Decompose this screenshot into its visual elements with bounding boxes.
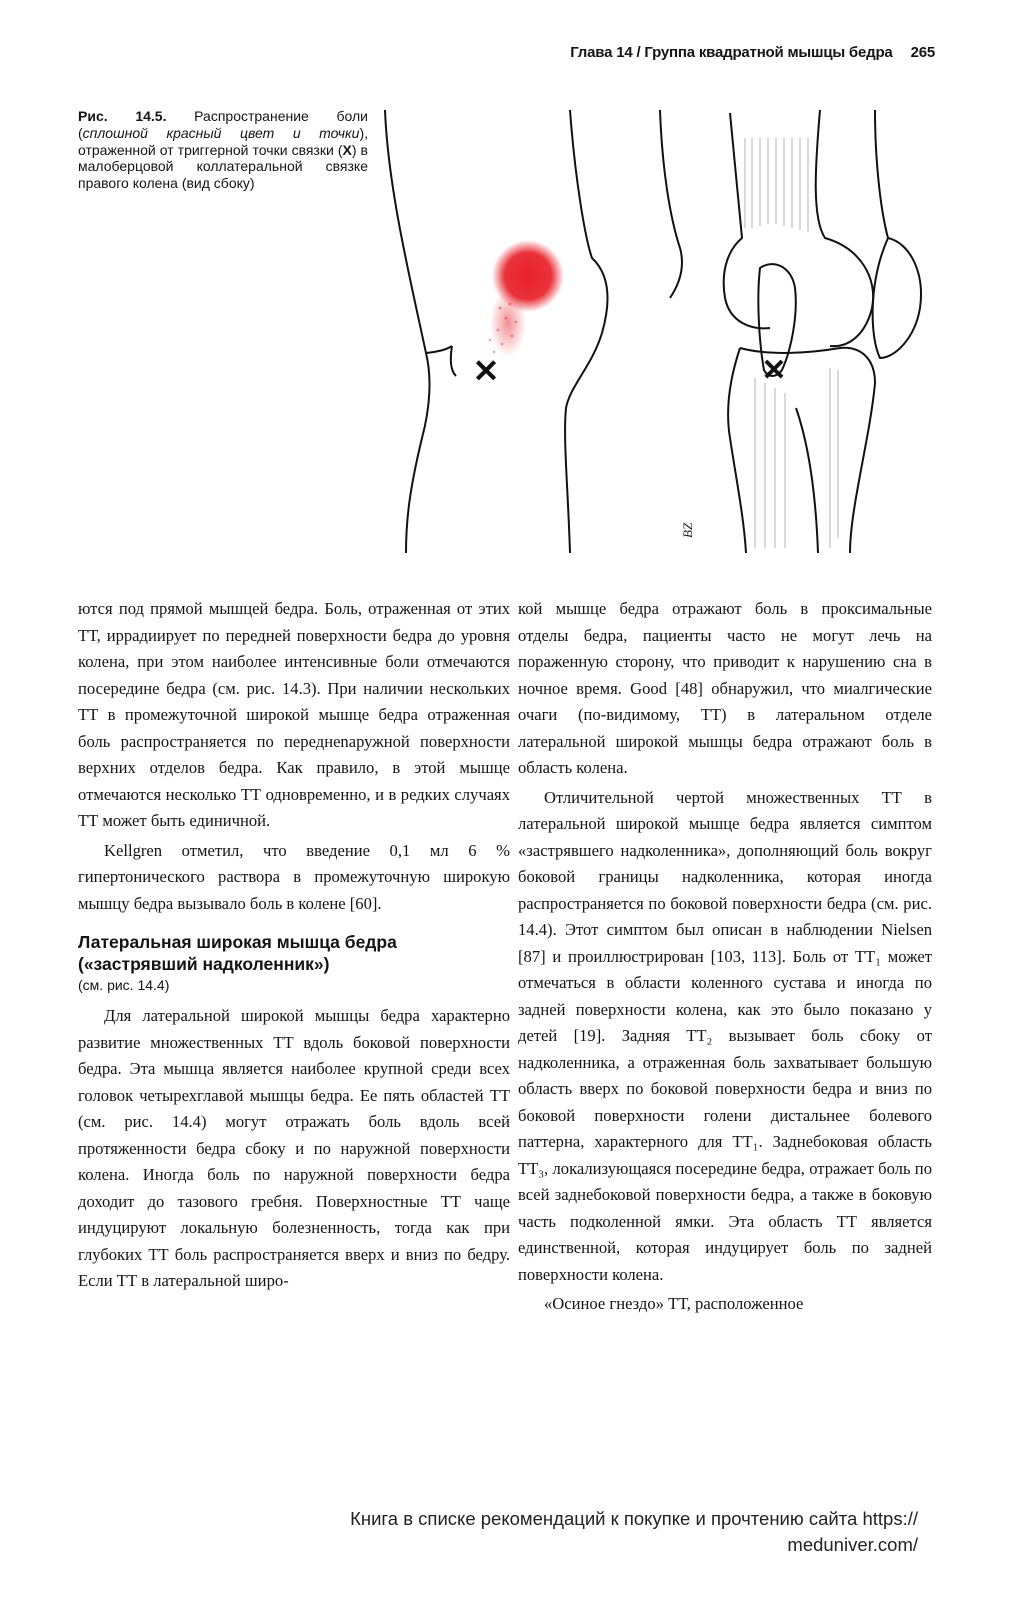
- caption-text-1: Распространение боли (: [78, 108, 369, 141]
- left-paragraph-2: Kellgren отметил, что введение 0,1 мл 6 % гипертонического раствора в промежуточную широкую мышцу бедра вызывало боль в колене [60].: [78, 840, 510, 913]
- left-paragraph-1: ются под прямой мышцей бедра. Боль, отраженная от этих ТТ, иррадиирует по передней поверхности бедра до уровня колена, при этом наиболее интенсивные боли отмечаются посередине бедра (см. рис. 14.3). При наличии нескольких ТТ в промежуточной широкой мышце бедра отраженная боль распространяется по переднenаружной поверхности верхних отделов бедра. Как правило, в этой мышце отмечаются несколько ТТ одновременно, и в редких случаях ТТ может быть единичной.: [78, 599, 510, 830]
- trigger-point-mark-right: ✕: [761, 354, 787, 387]
- pain-dots: [490, 289, 526, 357]
- knee-anatomy-right: [660, 110, 921, 553]
- right-paragraph-1: кой мышце бедра отражают боль в проксимальные отделы бедра, пациенты часто не могут лечь на пораженную сторону, что приводит к нарушению сна в ночное время. Good [48] обнаружил, что миалгические очаги (по-видимому, ТТ) в латеральном отделе латеральной широкой мышцы бедра отражают боль в область колена.: [518, 599, 932, 777]
- caption-mark: X: [342, 141, 352, 158]
- caption-text-2: ), отраженной от триггерной точки связки (: [78, 124, 368, 158]
- left-paragraph-3: Для латеральной широкой мышцы бедра характерно развитие множественных ТТ вдоль боковой поверхности бедра. Эта мышца является наиболее крупной среди всех головок четырехглавой мышцы бедра. Ее пять областей ТТ (см. рис. 14.4) могут отражать боль вдоль всей протяженности бедра сбоку и по наружной поверхности колена. Иногда боль по наружной поверхности бедра доходит до тазового гребня. Поверхностные ТТ чаще индуцируют локальную болезненность, тогда как при глубоких ТТ боль распространяется вверх и вниз по бедру. Если ТТ в латеральной широ-: [78, 1006, 510, 1290]
- chapter-title: Глава 14 / Группа квадратной мышцы бедра: [570, 44, 893, 61]
- site-footer-note: [150, 1506, 918, 1558]
- knee-illustration: [380, 108, 940, 553]
- right-column: [518, 596, 932, 1318]
- running-header: [335, 44, 935, 61]
- page-number: 265: [910, 44, 935, 61]
- caption-italic: сплошной красный цвет и точки: [82, 124, 360, 141]
- illustrator-signature: BZ: [680, 522, 695, 538]
- figure-caption: [78, 108, 368, 192]
- caption-text-3: ) в малоберцовой коллатеральной связке правого колена (вид сбоку): [78, 141, 368, 192]
- section-heading: Латеральная широкая мышца бедра («застрявший надколенник»): [78, 932, 397, 974]
- right-paragraph-3: «Осиное гнездо» ТТ, расположенное: [544, 1294, 804, 1313]
- trigger-point-mark-left: ✕: [472, 353, 500, 389]
- caption-label: Рис. 14.5.: [78, 108, 167, 124]
- left-column: [78, 596, 510, 1295]
- footer-line-1: Книга в списке рекомендаций к покупке и прочтению сайта https://: [350, 1508, 918, 1529]
- footer-line-2: meduniver.com/: [787, 1534, 918, 1555]
- section-figure-ref: (см. рис. 14.4): [78, 977, 170, 993]
- right-paragraph-2: Отличительной чертой множественных ТТ в латеральной широкой мышце бедра является симптом «застрявшего надколенника», дополняющий боль вокруг боковой границы надколенника, которая иногда распространяется по боковой поверхности бедра (см. рис. 14.4). Этот симптом был описан в наблюдении Nielsen [87] и проиллюстрирован [103, 113]. Боль от ТТ₁ может отмечаться в области коленного сустава и иногда по задней поверхности колена, как это было показано у детей [19]. Задняя ТТ₂ вызывает боль сбоку от надколенника, а отраженная боль захватывает большую область вверх по боковой поверхности бедра и вниз по боковой поверхности голени дистальнее болевого паттерна, характерного для ТТ₁. Заднебоковая область ТТ₃, локализующаяся посередине бедра, отражает боль по всей заднебоковой поверхности бедра, а также в боковую часть подколенной ямки. Эта область ТТ является единственной, которая индуцирует боль по задней поверхности колена.: [518, 787, 932, 1284]
